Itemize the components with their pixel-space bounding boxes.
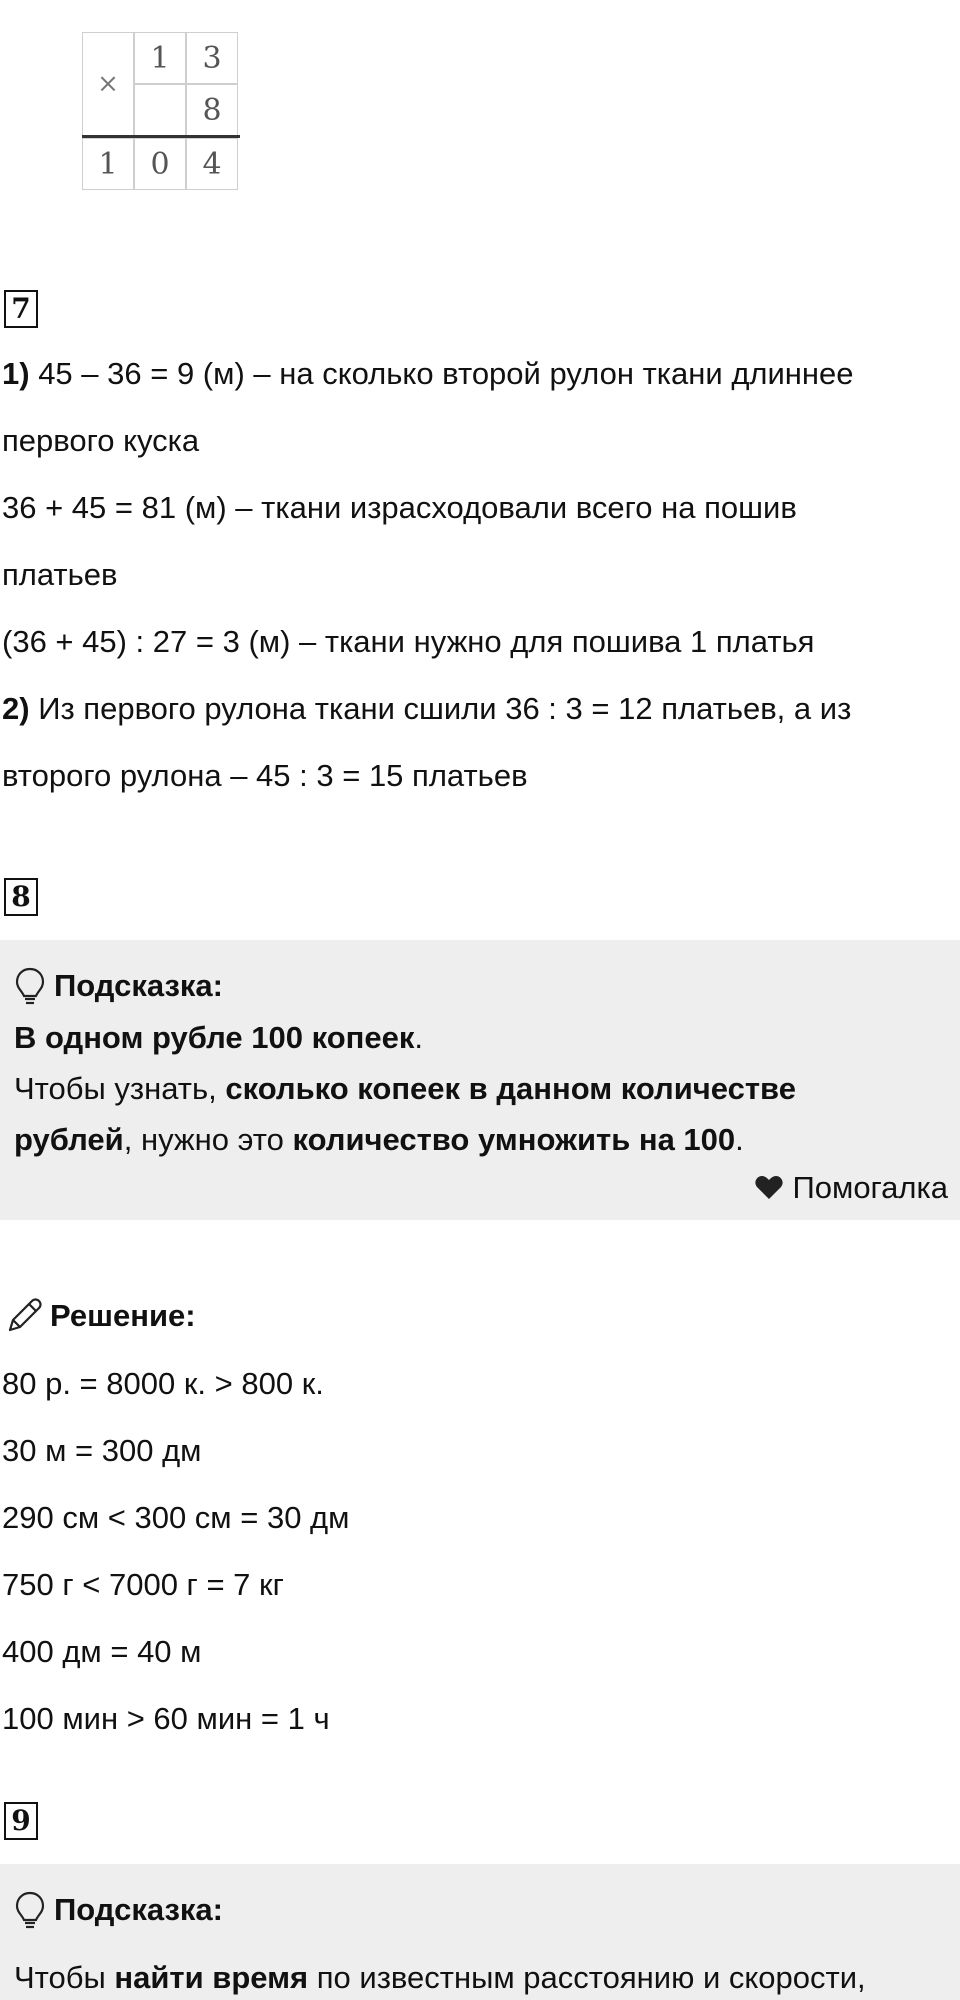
solution-line: 30 м = 300 дм [2, 1433, 202, 1468]
line-text: 45 – 36 = 9 (м) – на сколько второй рулон ткани длиннее [29, 356, 854, 391]
hint-line [14, 1071, 796, 1107]
task-7-number [4, 290, 38, 328]
helper-label[interactable]: Помогалка [792, 1170, 948, 1205]
hint-text: . [735, 1122, 744, 1157]
task-7-line [2, 689, 851, 729]
hint-line [14, 1122, 744, 1158]
hint-title-text: Подсказка: [54, 1892, 223, 1927]
pencil-icon [4, 1296, 44, 1336]
result-cell: 1 [82, 138, 134, 190]
digit-cell [134, 84, 186, 136]
solution-line: 750 г < 7000 г = 7 кг [2, 1567, 284, 1602]
hint-bold: найти время [114, 1960, 309, 1995]
solution-line: 400 дм = 40 м [2, 1634, 202, 1669]
hint-bold: В одном рубле 100 копеек [14, 1020, 415, 1055]
task-7-line [2, 421, 199, 461]
result-cell: 0 [134, 138, 186, 190]
task-number-box: 7 [4, 290, 38, 328]
hint-bold: рублей [14, 1122, 124, 1157]
solution-line: 80 р. = 8000 к. > 800 к. [2, 1366, 324, 1401]
solution-title [4, 1296, 196, 1336]
step-label: 1) [2, 356, 30, 391]
hint-title [14, 966, 223, 1006]
hint-text: . [414, 1020, 424, 1055]
multiplication-table [82, 32, 240, 190]
task-number-box: 8 [4, 878, 38, 916]
line-text: Из первого рулона ткани сшили 36 : 3 = 12 платьев, а из [29, 691, 852, 726]
hint-text: Чтобы узнать, [14, 1071, 226, 1106]
hint-text: Чтобы [14, 1960, 115, 1995]
multiply-sign: × [82, 32, 134, 136]
digit-cell: 3 [186, 32, 238, 84]
hint-bold: сколько копеек в данном количестве [225, 1071, 796, 1106]
line-text: второго рулона – 45 : 3 = 15 платьев [2, 758, 528, 793]
hint-text: , нужно это [123, 1122, 293, 1157]
task-9-number [4, 1802, 38, 1840]
task-7-line [2, 555, 118, 595]
hint-line [14, 1960, 866, 1996]
hint-title-text: Подсказка: [54, 968, 223, 1003]
line-text: 36 + 45 = 81 (м) – ткани израсходовали всего на пошив [2, 490, 797, 525]
hint-box [0, 940, 960, 1220]
bulb-icon [14, 966, 46, 1006]
task-7-line [2, 488, 797, 528]
line-text: платьев [2, 557, 118, 592]
digit-cell: 8 [186, 84, 238, 136]
hint-text: по известным расстоянию и скорости, [308, 1960, 866, 1995]
result-divider [82, 135, 240, 138]
line-text: первого куска [2, 423, 200, 458]
solution-line: 290 см < 300 см = 30 дм [2, 1500, 350, 1535]
hint-bold: количество умножить на 100 [292, 1122, 736, 1157]
task-7-line [2, 756, 528, 796]
line-text: (36 + 45) : 27 = 3 (м) – ткани нужно для пошива 1 платья [2, 624, 815, 659]
solution-title-text: Решение: [50, 1298, 196, 1333]
task-number-box: 9 [4, 1802, 38, 1840]
task-7-line [2, 622, 814, 662]
hint-line [14, 1020, 423, 1056]
bulb-icon [14, 1890, 46, 1930]
digit-cell: 1 [134, 32, 186, 84]
solution-line: 100 мин > 60 мин = 1 ч [2, 1701, 330, 1736]
heart-icon [754, 1175, 784, 1201]
hint-title [14, 1890, 223, 1930]
step-label: 2) [2, 691, 30, 726]
task-8-number [4, 878, 38, 916]
task-7-line [2, 354, 854, 394]
hint-box [0, 1864, 960, 2000]
result-cell: 4 [186, 138, 238, 190]
helper-link[interactable] [754, 1170, 948, 1206]
